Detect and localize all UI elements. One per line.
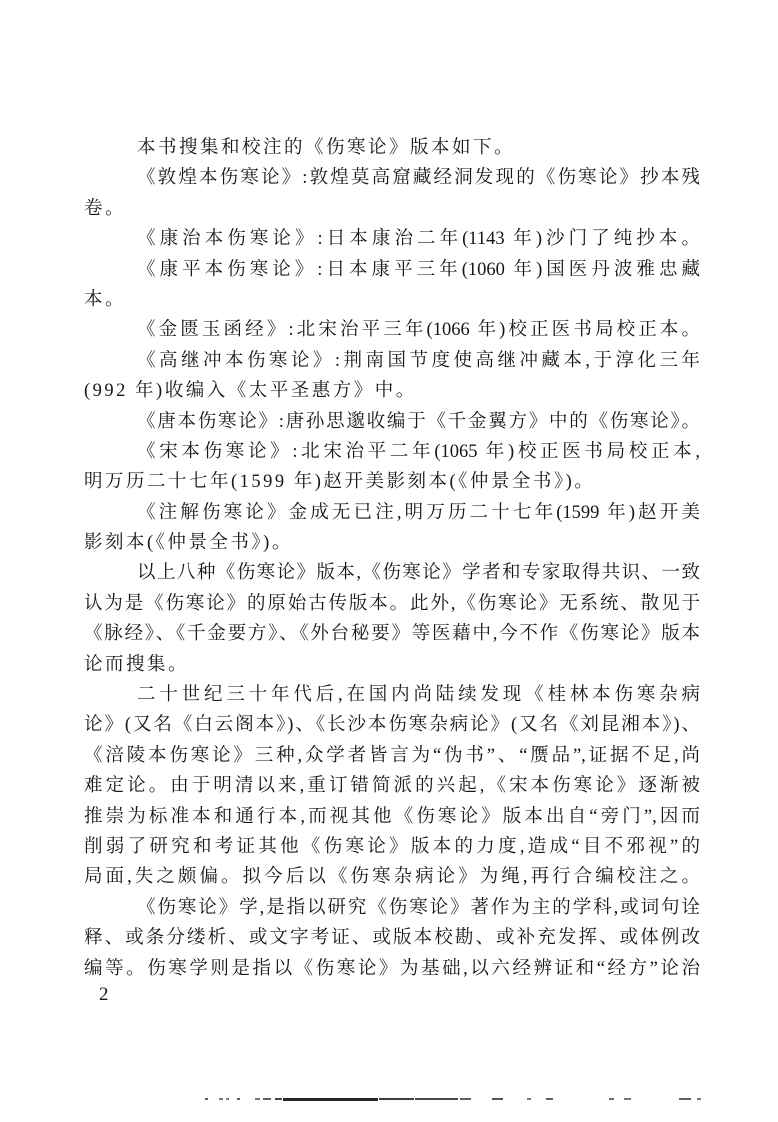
text-line: 《伤寒论》学,是指以研究《伤寒论》著作为主的学科,或词句诠 xyxy=(137,897,700,918)
page-number: 2 xyxy=(99,984,109,1005)
smudge-dash xyxy=(679,1098,691,1100)
smudge-dash xyxy=(415,1098,458,1100)
smudge-dash xyxy=(283,1098,378,1101)
text-line: 论》(又名《白云阁本》)、《长沙本伤寒杂病论》(又名《刘昆湘本》)、 xyxy=(84,715,700,736)
text-line: 影刻本(《仲景全书》)。 xyxy=(84,533,293,554)
smudge-dash xyxy=(697,1098,701,1100)
text-line: 《脉经》、《千金要方》、《外台秘要》等医藉中,今不作《伤寒论》版本 xyxy=(84,624,700,645)
text-line: 二十世纪三十年代后,在国内尚陆续发现《桂林本伤寒杂病 xyxy=(137,685,700,706)
text-line: 认为是《伤寒论》的原始古传版本。此外,《伤寒论》无系统、散见于 xyxy=(84,593,700,614)
text-line: 编等。伤寒学则是指以《伤寒论》为基础,以六经辨证和“经方”论治 xyxy=(84,958,700,979)
text-line: 《宋本伤寒论》:北宋治平二年(1065 年)校正医书局校正本, xyxy=(137,441,700,462)
smudge-dash xyxy=(546,1098,553,1100)
text-line: 明万历二十七年(1599 年)赵开美影刻本(《仲景全书》)。 xyxy=(84,472,596,493)
smudge-dash xyxy=(379,1098,414,1100)
text-line: 局面,失之颇偏。拟今后以《伤寒杂病论》为绳,再行合编校注之。 xyxy=(84,867,700,888)
text-line: 《金匮玉函经》:北宋治平三年(1066 年)校正医书局校正本。 xyxy=(137,320,700,341)
smudge-dash xyxy=(624,1098,631,1100)
text-line: 《唐本伤寒论》:唐孙思邈收编于《千金翼方》中的《伤寒论》。 xyxy=(137,411,700,432)
smudge-dash xyxy=(237,1098,240,1100)
text-line: 削弱了研究和考证其他《伤寒论》版本的力度,造成“目不邪视”的 xyxy=(84,836,700,857)
text-line: (992 年)收编入《太平圣惠方》中。 xyxy=(84,381,417,402)
text-line: 难定论。由于明清以来,重订错简派的兴起,《宋本伤寒论》逐渐被 xyxy=(84,776,700,797)
smudge-dash xyxy=(226,1098,229,1100)
text-line: 《高继冲本伤寒论》:荆南国节度使高继冲藏本,于淳化三年 xyxy=(137,350,700,371)
text-line: 释、或条分缕析、或文字考证、或版本校勘、或补充发挥、或体例改 xyxy=(84,928,700,949)
text-line: 《注解伤寒论》金成无已注,明万历二十七年(1599 年)赵开美 xyxy=(137,502,700,523)
text-line: 以上八种《伤寒论》版本,《伤寒论》学者和专家取得共识、一致 xyxy=(137,563,700,584)
text-line: 《涪陵本伤寒论》三种,众学者皆言为“伪书”、“赝品”,证据不足,尚 xyxy=(84,745,700,766)
smudge-dash xyxy=(255,1098,260,1100)
smudge-dash xyxy=(219,1098,223,1100)
text-line: 本。 xyxy=(84,289,127,310)
text-line: 推崇为标准本和通行本,而视其他《伤寒论》版本出自“旁门”,因而 xyxy=(84,806,700,827)
text-line: 《康平本伤寒论》:日本康平三年(1060 年)国医丹波雅忠藏 xyxy=(137,259,700,280)
smudge-dash xyxy=(275,1098,282,1100)
text-line: 卷。 xyxy=(84,198,127,219)
smudge-dash xyxy=(205,1098,208,1100)
smudge-dash xyxy=(527,1098,531,1100)
text-line: 《敦煌本伤寒论》:敦煌莫高窟藏经洞发现的《伤寒论》抄本残 xyxy=(137,168,700,189)
smudge-dash xyxy=(609,1098,614,1100)
text-line: 《康治本伤寒论》:日本康治二年(1143 年)沙门了纯抄本。 xyxy=(137,229,700,250)
text-line: 本书搜集和校注的《伤寒论》版本如下。 xyxy=(137,138,516,158)
text-line: 论而搜集。 xyxy=(84,654,190,675)
smudge-dash xyxy=(263,1098,271,1100)
smudge-dash xyxy=(460,1098,471,1100)
body-text xyxy=(84,133,700,984)
scan-artifact-smudge xyxy=(0,1098,778,1102)
smudge-dash xyxy=(492,1098,503,1100)
